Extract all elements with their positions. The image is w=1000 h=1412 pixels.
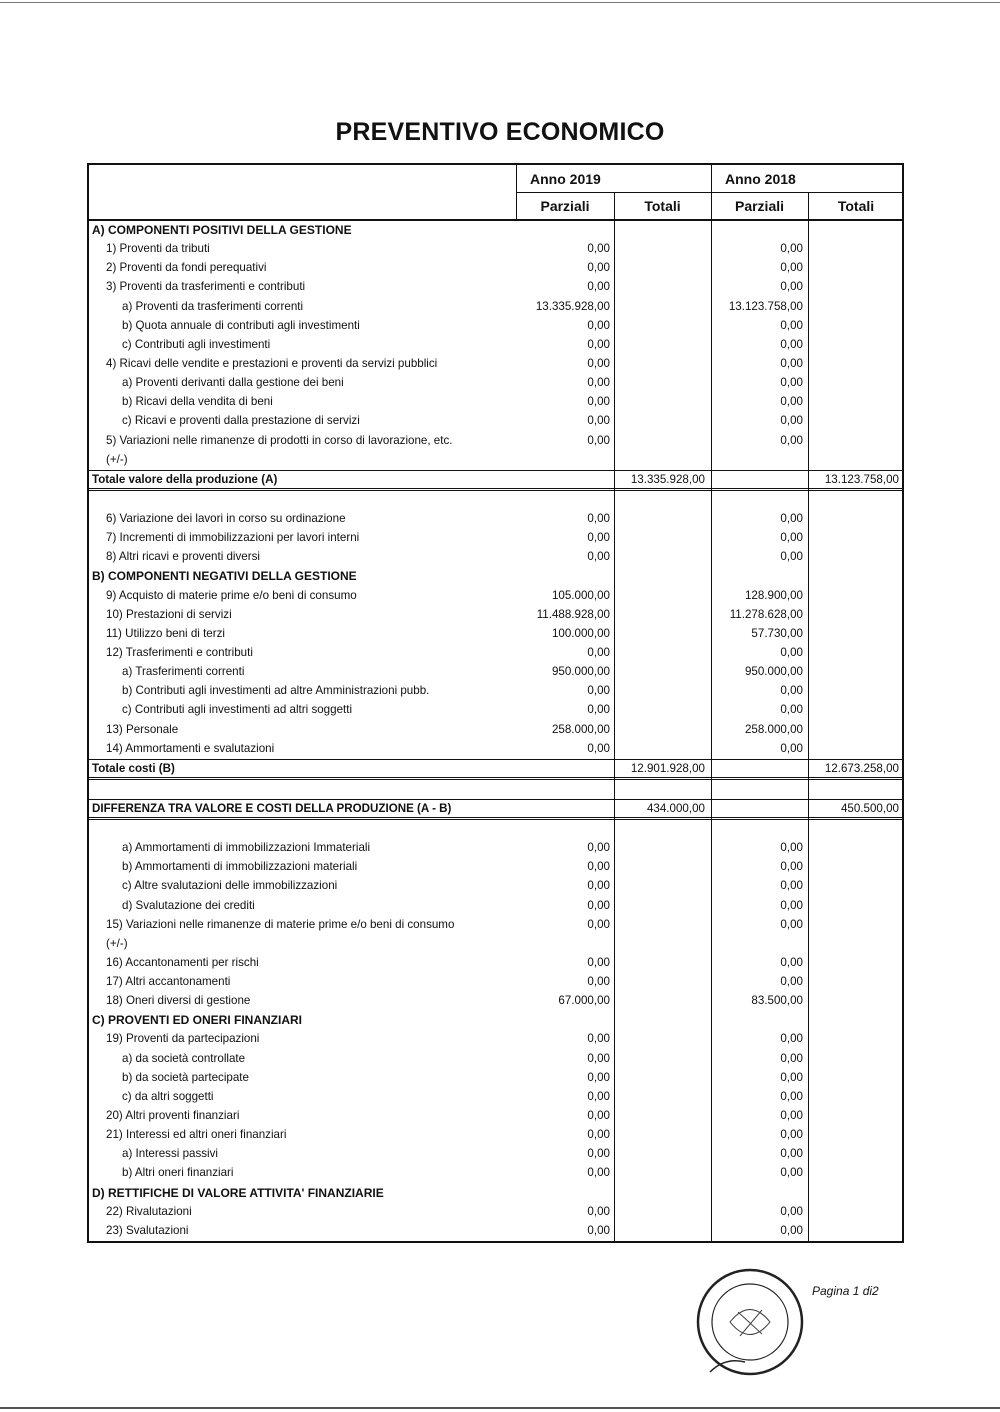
value-p18: 0,00 <box>780 356 803 370</box>
value-p19: 0,00 <box>587 917 610 931</box>
table-row <box>89 839 902 858</box>
row-label: 1) Proventi da tributi <box>106 242 210 256</box>
table-row <box>89 954 902 973</box>
row-label: 15) Variazioni nelle rimanenze di materie prime e/o beni di consumo <box>106 917 455 931</box>
table-row <box>89 412 902 431</box>
value-p19: 0,00 <box>587 975 610 989</box>
value-p19: 258.000,00 <box>551 722 610 736</box>
table-row <box>89 721 902 740</box>
table-row <box>89 317 902 336</box>
value-p19: 11.488.928,00 <box>536 607 610 621</box>
value-p18: 0,00 <box>780 1051 803 1065</box>
totali-2018-header: Totali <box>837 198 875 214</box>
value-p18: 0,00 <box>780 242 803 256</box>
table-row <box>89 1069 902 1088</box>
page-number: Pagina 1 di2 <box>812 1284 879 1298</box>
row-label: 18) Oneri diversi di gestione <box>106 994 251 1008</box>
value-t19: 12.901.928,00 <box>630 761 705 775</box>
table-row <box>89 510 902 529</box>
value-p19: 0,00 <box>587 1128 610 1142</box>
value-p18: 83.500,00 <box>751 994 803 1008</box>
row-label: a) Ammortamenti di immobilizzazioni Immateriali <box>122 841 371 855</box>
value-t18: 12.673.258,00 <box>824 761 899 775</box>
value-p18: 0,00 <box>780 841 803 855</box>
value-p19: 13.335.928,00 <box>535 299 610 313</box>
value-p18: 0,00 <box>780 917 803 931</box>
value-p19: 0,00 <box>587 531 610 545</box>
value-p19: 0,00 <box>587 955 610 969</box>
table-row <box>89 820 902 839</box>
row-label: 9) Acquisto di materie prime e/o beni di consumo <box>106 588 357 602</box>
value-p18: 0,00 <box>780 1128 803 1142</box>
table-row <box>89 1145 902 1164</box>
table-row <box>89 259 902 278</box>
value-p18: 950.000,00 <box>744 665 803 679</box>
row-label: 8) Altri ricavi e proventi diversi <box>106 550 260 564</box>
value-p19: 0,00 <box>587 376 610 390</box>
table-row <box>89 701 902 720</box>
value-p18: 0,00 <box>780 511 803 525</box>
table-row <box>89 567 902 586</box>
row-label: c) Altre svalutazioni delle immobilizzazioni <box>122 879 338 893</box>
value-p19: 0,00 <box>587 1166 610 1180</box>
table-row <box>89 897 902 916</box>
table-row <box>89 240 902 259</box>
row-label: c) Ricavi e proventi dalla prestazione di servizi <box>122 414 360 428</box>
row-label: 6) Variazione dei lavori in corso su ordinazione <box>106 511 346 525</box>
table-row <box>89 858 902 877</box>
row-label: (+/-) <box>106 936 128 950</box>
row-label: 10) Prestazioni di servizi <box>106 607 232 621</box>
row-label: c) Contributi agli investimenti ad altri soggetti <box>122 703 353 717</box>
row-label: a) Proventi da trasferimenti correnti <box>122 299 304 313</box>
row-label: (+/-) <box>106 452 128 466</box>
row-label: 14) Ammortamenti e svalutazioni <box>106 741 275 755</box>
value-p19: 0,00 <box>587 550 610 564</box>
value-p19: 67.000,00 <box>558 994 610 1008</box>
value-p19: 0,00 <box>587 879 610 893</box>
value-p18: 0,00 <box>780 376 803 390</box>
value-p19: 0,00 <box>587 860 610 874</box>
row-label: 2) Proventi da fondi perequativi <box>106 261 267 275</box>
table-row <box>89 278 902 297</box>
table-row <box>89 529 902 548</box>
table-row <box>89 587 902 606</box>
value-p19: 0,00 <box>587 1223 610 1237</box>
table-row <box>89 780 902 799</box>
row-label: 17) Altri accantonamenti <box>106 975 231 989</box>
value-p18: 0,00 <box>780 414 803 428</box>
row-label: Totale valore della produzione (A) <box>92 472 278 486</box>
value-p18: 0,00 <box>780 703 803 717</box>
value-p18: 0,00 <box>780 860 803 874</box>
value-p18: 0,00 <box>780 684 803 698</box>
table-row <box>89 1050 902 1069</box>
value-p19: 0,00 <box>587 1089 610 1103</box>
parziali-2019-header: Parziali <box>540 198 590 214</box>
value-p18: 0,00 <box>780 1204 803 1218</box>
top-border-line <box>0 2 1000 3</box>
value-t18: 450.500,00 <box>840 801 899 815</box>
row-label: 13) Personale <box>106 722 179 736</box>
value-p18: 0,00 <box>780 1166 803 1180</box>
table-body <box>89 221 902 1241</box>
year-2018-header: Anno 2018 <box>725 171 796 187</box>
table-row <box>89 606 902 625</box>
value-p18: 0,00 <box>780 1032 803 1046</box>
row-label: b) Contributi agli investimenti ad altre Amministrazioni pubb. <box>122 684 430 698</box>
value-p18: 0,00 <box>780 337 803 351</box>
table-row <box>89 1030 902 1049</box>
table-row <box>89 1184 902 1203</box>
table-row <box>89 759 902 780</box>
row-label: Totale costi (B) <box>92 761 175 775</box>
table-row <box>89 799 902 820</box>
row-label: a) Trasferimenti correnti <box>122 665 245 679</box>
row-label: 23) Svalutazioni <box>106 1223 189 1237</box>
row-label: b) Ricavi della vendita di beni <box>122 395 273 409</box>
table-row <box>89 432 902 451</box>
value-p19: 0,00 <box>587 511 610 525</box>
value-p19: 100.000,00 <box>551 626 610 640</box>
value-p18: 0,00 <box>780 955 803 969</box>
row-label: b) Quota annuale di contributi agli investimenti <box>122 318 360 332</box>
value-p19: 0,00 <box>587 703 610 717</box>
table-row <box>89 451 902 470</box>
row-label: 16) Accantonamenti per rischi <box>106 955 259 969</box>
value-p18: 258.000,00 <box>744 722 803 736</box>
value-p18: 0,00 <box>780 1147 803 1161</box>
header-divider <box>516 192 902 193</box>
value-p19: 105.000,00 <box>551 588 610 602</box>
value-p19: 0,00 <box>587 318 610 332</box>
value-p18: 0,00 <box>780 433 803 447</box>
row-label: 7) Incrementi di immobilizzazioni per lavori interni <box>106 531 360 545</box>
table-row <box>89 491 902 510</box>
value-t19: 13.335.928,00 <box>630 472 705 486</box>
table-row <box>89 625 902 644</box>
value-p18: 0,00 <box>780 280 803 294</box>
bottom-border-line <box>0 1407 1000 1409</box>
value-p18: 11.278.628,00 <box>729 607 803 621</box>
row-label: 12) Trasferimenti e contributi <box>106 645 253 659</box>
table-row <box>89 1222 902 1241</box>
row-label: c) da altri soggetti <box>122 1089 214 1103</box>
value-p18: 0,00 <box>780 261 803 275</box>
row-label: 21) Interessi ed altri oneri finanziari <box>106 1128 287 1142</box>
value-p18: 0,00 <box>780 318 803 332</box>
table-row <box>89 1107 902 1126</box>
value-p19: 0,00 <box>587 1109 610 1123</box>
row-label: B) COMPONENTI NEGATIVI DELLA GESTIONE <box>92 569 357 584</box>
value-p18: 0,00 <box>780 898 803 912</box>
row-label: DIFFERENZA TRA VALORE E COSTI DELLA PRODUZIONE (A - B) <box>92 801 452 815</box>
table-row <box>89 992 902 1011</box>
table-row <box>89 1164 902 1183</box>
value-p18: 0,00 <box>780 531 803 545</box>
totali-2019-header: Totali <box>644 198 681 214</box>
value-p18: 0,00 <box>780 741 803 755</box>
budget-table <box>87 163 904 1243</box>
value-p18: 0,00 <box>780 395 803 409</box>
table-row <box>89 1011 902 1030</box>
page-title: PREVENTIVO ECONOMICO <box>335 118 665 146</box>
row-label: 3) Proventi da trasferimenti e contributi <box>106 280 306 294</box>
table-row <box>89 1203 902 1222</box>
value-p18: 0,00 <box>780 1089 803 1103</box>
table-row <box>89 682 902 701</box>
year-2019-header: Anno 2019 <box>530 171 601 187</box>
value-p19: 0,00 <box>587 898 610 912</box>
value-p18: 0,00 <box>780 975 803 989</box>
value-p18: 0,00 <box>780 879 803 893</box>
value-t18: 13.123.758,00 <box>824 472 899 486</box>
value-p19: 950.000,00 <box>551 665 610 679</box>
table-header <box>89 165 902 221</box>
value-p19: 0,00 <box>587 414 610 428</box>
table-row <box>89 393 902 412</box>
row-label: 5) Variazioni nelle rimanenze di prodotti in corso di lavorazione, etc. <box>106 433 453 447</box>
row-label: d) Svalutazione dei crediti <box>122 898 255 912</box>
value-p18: 0,00 <box>780 1223 803 1237</box>
row-label: 4) Ricavi delle vendite e prestazioni e proventi da servizi pubblici <box>106 356 438 370</box>
row-label: b) da società partecipate <box>122 1070 249 1084</box>
row-label: a) da società controllate <box>122 1051 246 1065</box>
table-row <box>89 1088 902 1107</box>
value-p19: 0,00 <box>587 684 610 698</box>
parziali-2018-header: Parziali <box>734 198 785 214</box>
value-p19: 0,00 <box>587 841 610 855</box>
row-label: A) COMPONENTI POSITIVI DELLA GESTIONE <box>92 223 352 237</box>
row-label: 11) Utilizzo beni di terzi <box>106 626 225 640</box>
value-t19: 434.000,00 <box>646 801 705 815</box>
value-p18: 128.900,00 <box>744 588 803 602</box>
table-row <box>89 663 902 682</box>
table-row <box>89 916 902 935</box>
value-p18: 0,00 <box>780 1109 803 1123</box>
value-p19: 0,00 <box>587 741 610 755</box>
table-row <box>89 470 902 491</box>
table-row <box>89 877 902 896</box>
value-p19: 0,00 <box>587 280 610 294</box>
value-p19: 0,00 <box>587 1070 610 1084</box>
value-p19: 0,00 <box>587 356 610 370</box>
value-p19: 0,00 <box>587 645 610 659</box>
row-label: a) Interessi passivi <box>122 1147 219 1161</box>
table-row <box>89 548 902 567</box>
table-row <box>89 644 902 663</box>
value-p19: 0,00 <box>587 261 610 275</box>
value-p19: 0,00 <box>587 395 610 409</box>
row-label: c) Contributi agli investimenti <box>122 337 271 351</box>
value-p19: 0,00 <box>587 337 610 351</box>
value-p19: 0,00 <box>587 1051 610 1065</box>
row-label: C) PROVENTI ED ONERI FINANZIARI <box>92 1013 303 1028</box>
value-p18: 13.123.758,00 <box>728 299 803 313</box>
value-p18: 57.730,00 <box>751 626 803 640</box>
row-label: 19) Proventi da partecipazioni <box>106 1032 260 1046</box>
table-row <box>89 935 902 954</box>
official-seal-stamp <box>690 1262 810 1382</box>
row-label: b) Altri oneri finanziari <box>122 1166 234 1180</box>
value-p19: 0,00 <box>587 1032 610 1046</box>
table-row <box>89 336 902 355</box>
row-label: 20) Altri proventi finanziari <box>106 1109 240 1123</box>
table-row <box>89 221 902 240</box>
value-p18: 0,00 <box>780 645 803 659</box>
row-label: D) RETTIFICHE DI VALORE ATTIVITA' FINANZIARIE <box>92 1185 384 1200</box>
value-p19: 0,00 <box>587 1147 610 1161</box>
table-row <box>89 355 902 374</box>
table-row <box>89 740 902 759</box>
row-label: 22) Rivalutazioni <box>106 1204 192 1218</box>
table-row <box>89 374 902 393</box>
table-row <box>89 1126 902 1145</box>
value-p19: 0,00 <box>587 433 610 447</box>
value-p19: 0,00 <box>587 1204 610 1218</box>
row-label: a) Proventi derivanti dalla gestione dei beni <box>122 376 344 390</box>
value-p19: 0,00 <box>587 242 610 256</box>
row-label: b) Ammortamenti di immobilizzazioni materiali <box>122 860 358 874</box>
value-p18: 0,00 <box>780 550 803 564</box>
table-row <box>89 973 902 992</box>
table-row <box>89 298 902 317</box>
value-p18: 0,00 <box>780 1070 803 1084</box>
